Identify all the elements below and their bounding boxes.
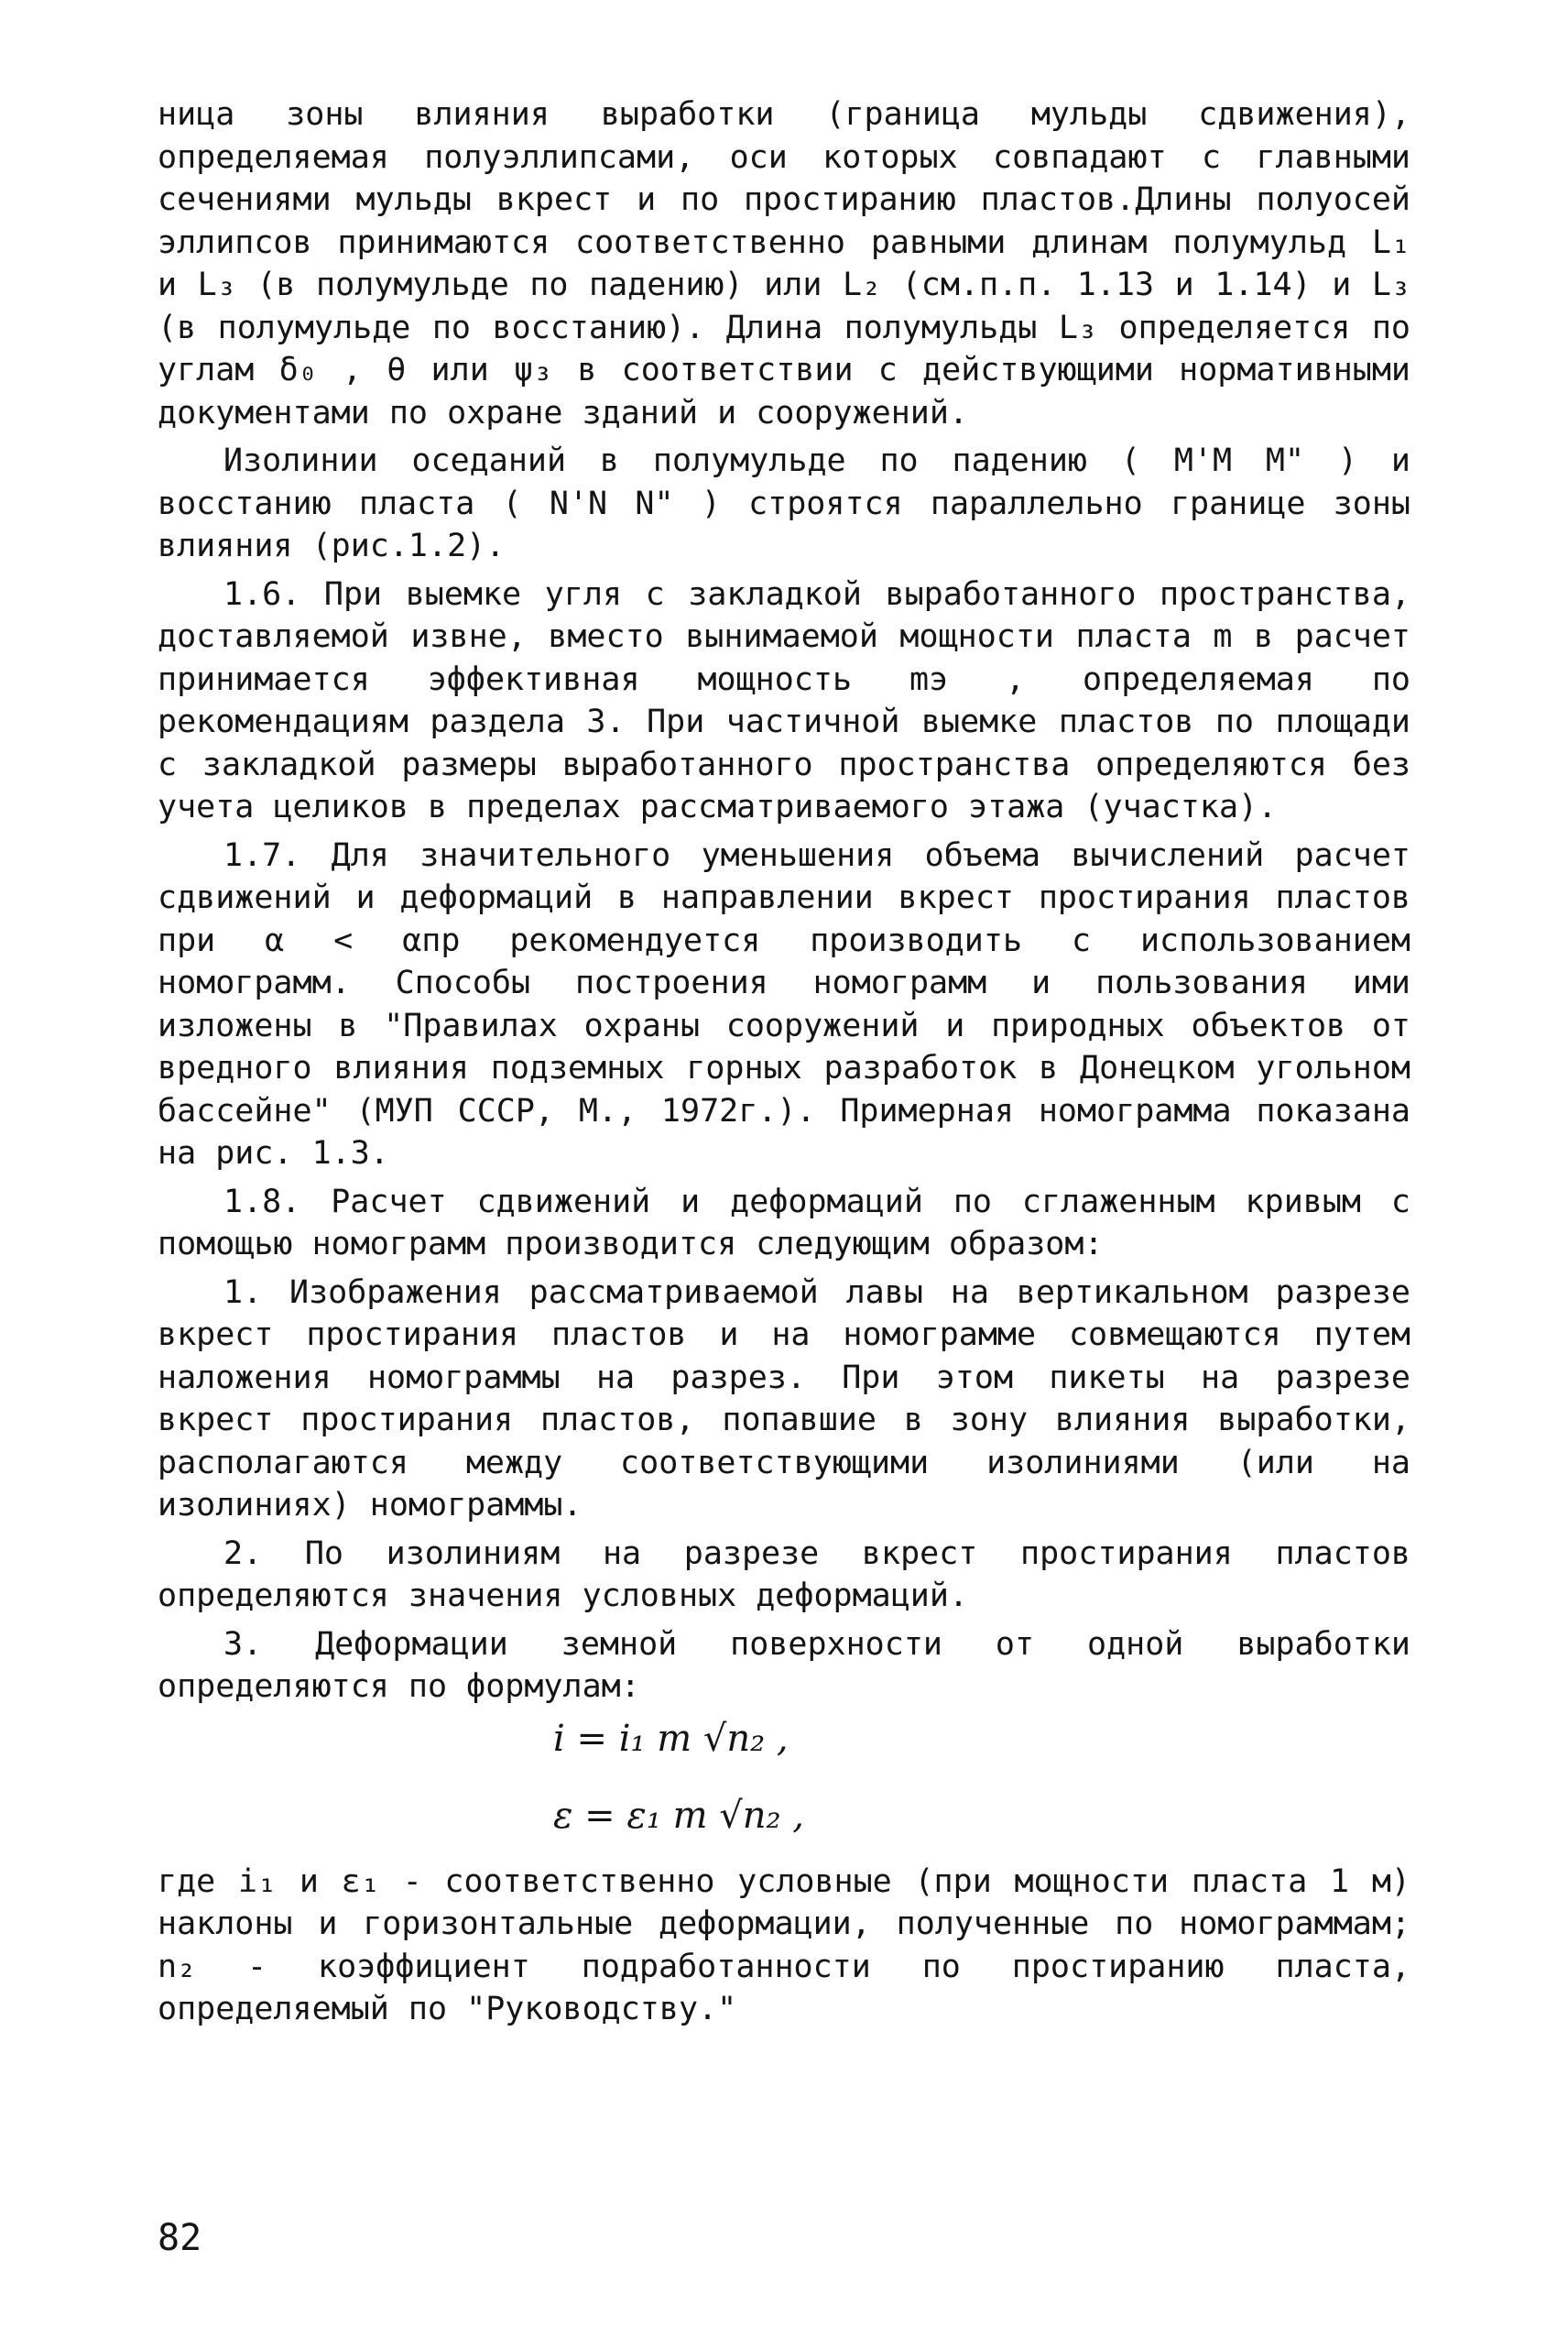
- list-item-3: 3. Деформации земной поверхности от одной выработки определяются по формулам:: [158, 1625, 1410, 1705]
- formula-horizontal-deformation: ε = ε₁ m √n₂ ,: [553, 1794, 804, 1837]
- paragraph-1-8: 1.8. Расчет сдвижений и деформаций по сглаженным кривым с помощью номограмм производится следующим образом:: [158, 1183, 1410, 1262]
- paragraph-2: Изолинии оседаний в полумульде по падению ( M'M M" ) и восстанию пласта ( N'N N" ) строятся параллельно границе зоны влияния (рис.1.2).: [158, 442, 1410, 564]
- paragraph-1: ница зоны влияния выработки (граница мульды сдвижения), определяемая полуэллипсами, оси которых совпадают с главными сечениями мульды вкрест и по простиранию пластов.Длины полуосей эллипсов принимаются соответственно равными длинам полумульд L₁ и L₃ (в полумульде по падению) или L₂ (см.п.п. 1.13 и 1.14) и L₃ (в полумульде по восстанию). Длина полумульды L₃ определяется по углам δ₀ , θ или ψ₃ в соответствии с действующими нормативными документами по охране зданий и сооружений.: [158, 96, 1410, 431]
- formula-tilt: i = i₁ m √n₂ ,: [553, 1717, 789, 1760]
- paragraph-1-7: 1.7. Для значительного уменьшения объема вычислений расчет сдвижений и деформаций в направлении вкрест простирания пластов при α < αпр рекомендуется производить с использованием номограмм. Способы построения номограмм и пользования ими изложены в "Правилах охраны сооружений и природных объектов от вредного влияния подземных горных разработок в Донецком угольном бассейне" (МУП СССР, М., 1972г.). Примерная номограмма показана на рис. 1.3.: [158, 836, 1410, 1172]
- list-item-1: 1. Изображения рассматриваемой лавы на вертикальном разрезе вкрест простирания пластов и на номограмме совмещаются путем наложения номограммы на разрез. При этом пикеты на разрезе вкрест простирания пластов, попавшие в зону влияния выработки, располагаются между соответствующими изолиниями (или на изолиниях) номограммы.: [158, 1273, 1410, 1523]
- formula-explanation: где i₁ и ε₁ - соответственно условные (при мощности пласта 1 м) наклоны и горизонтальные деформации, полученные по номограммам; n₂ - коэффициент подработанности по простиранию пласта, определяемый по "Руководству.": [158, 1862, 1410, 2027]
- paragraph-1-6: 1.6. При выемке угля с закладкой выработанного пространства, доставляемой извне, вместо вынимаемой мощности пласта m в расчет принимается эффективная мощность mэ , определяемая по рекомендациям раздела 3. При частичной выемке пластов по площади с закладкой размеры выработанного пространства определяются без учета целиков в пределах рассматриваемого этажа (участка).: [158, 575, 1410, 825]
- list-item-2: 2. По изолиниям на разрезе вкрест простирания пластов определяются значения условных деформаций.: [158, 1534, 1410, 1614]
- page-number: 82: [158, 2217, 202, 2259]
- page-text: [158, 93, 1410, 2031]
